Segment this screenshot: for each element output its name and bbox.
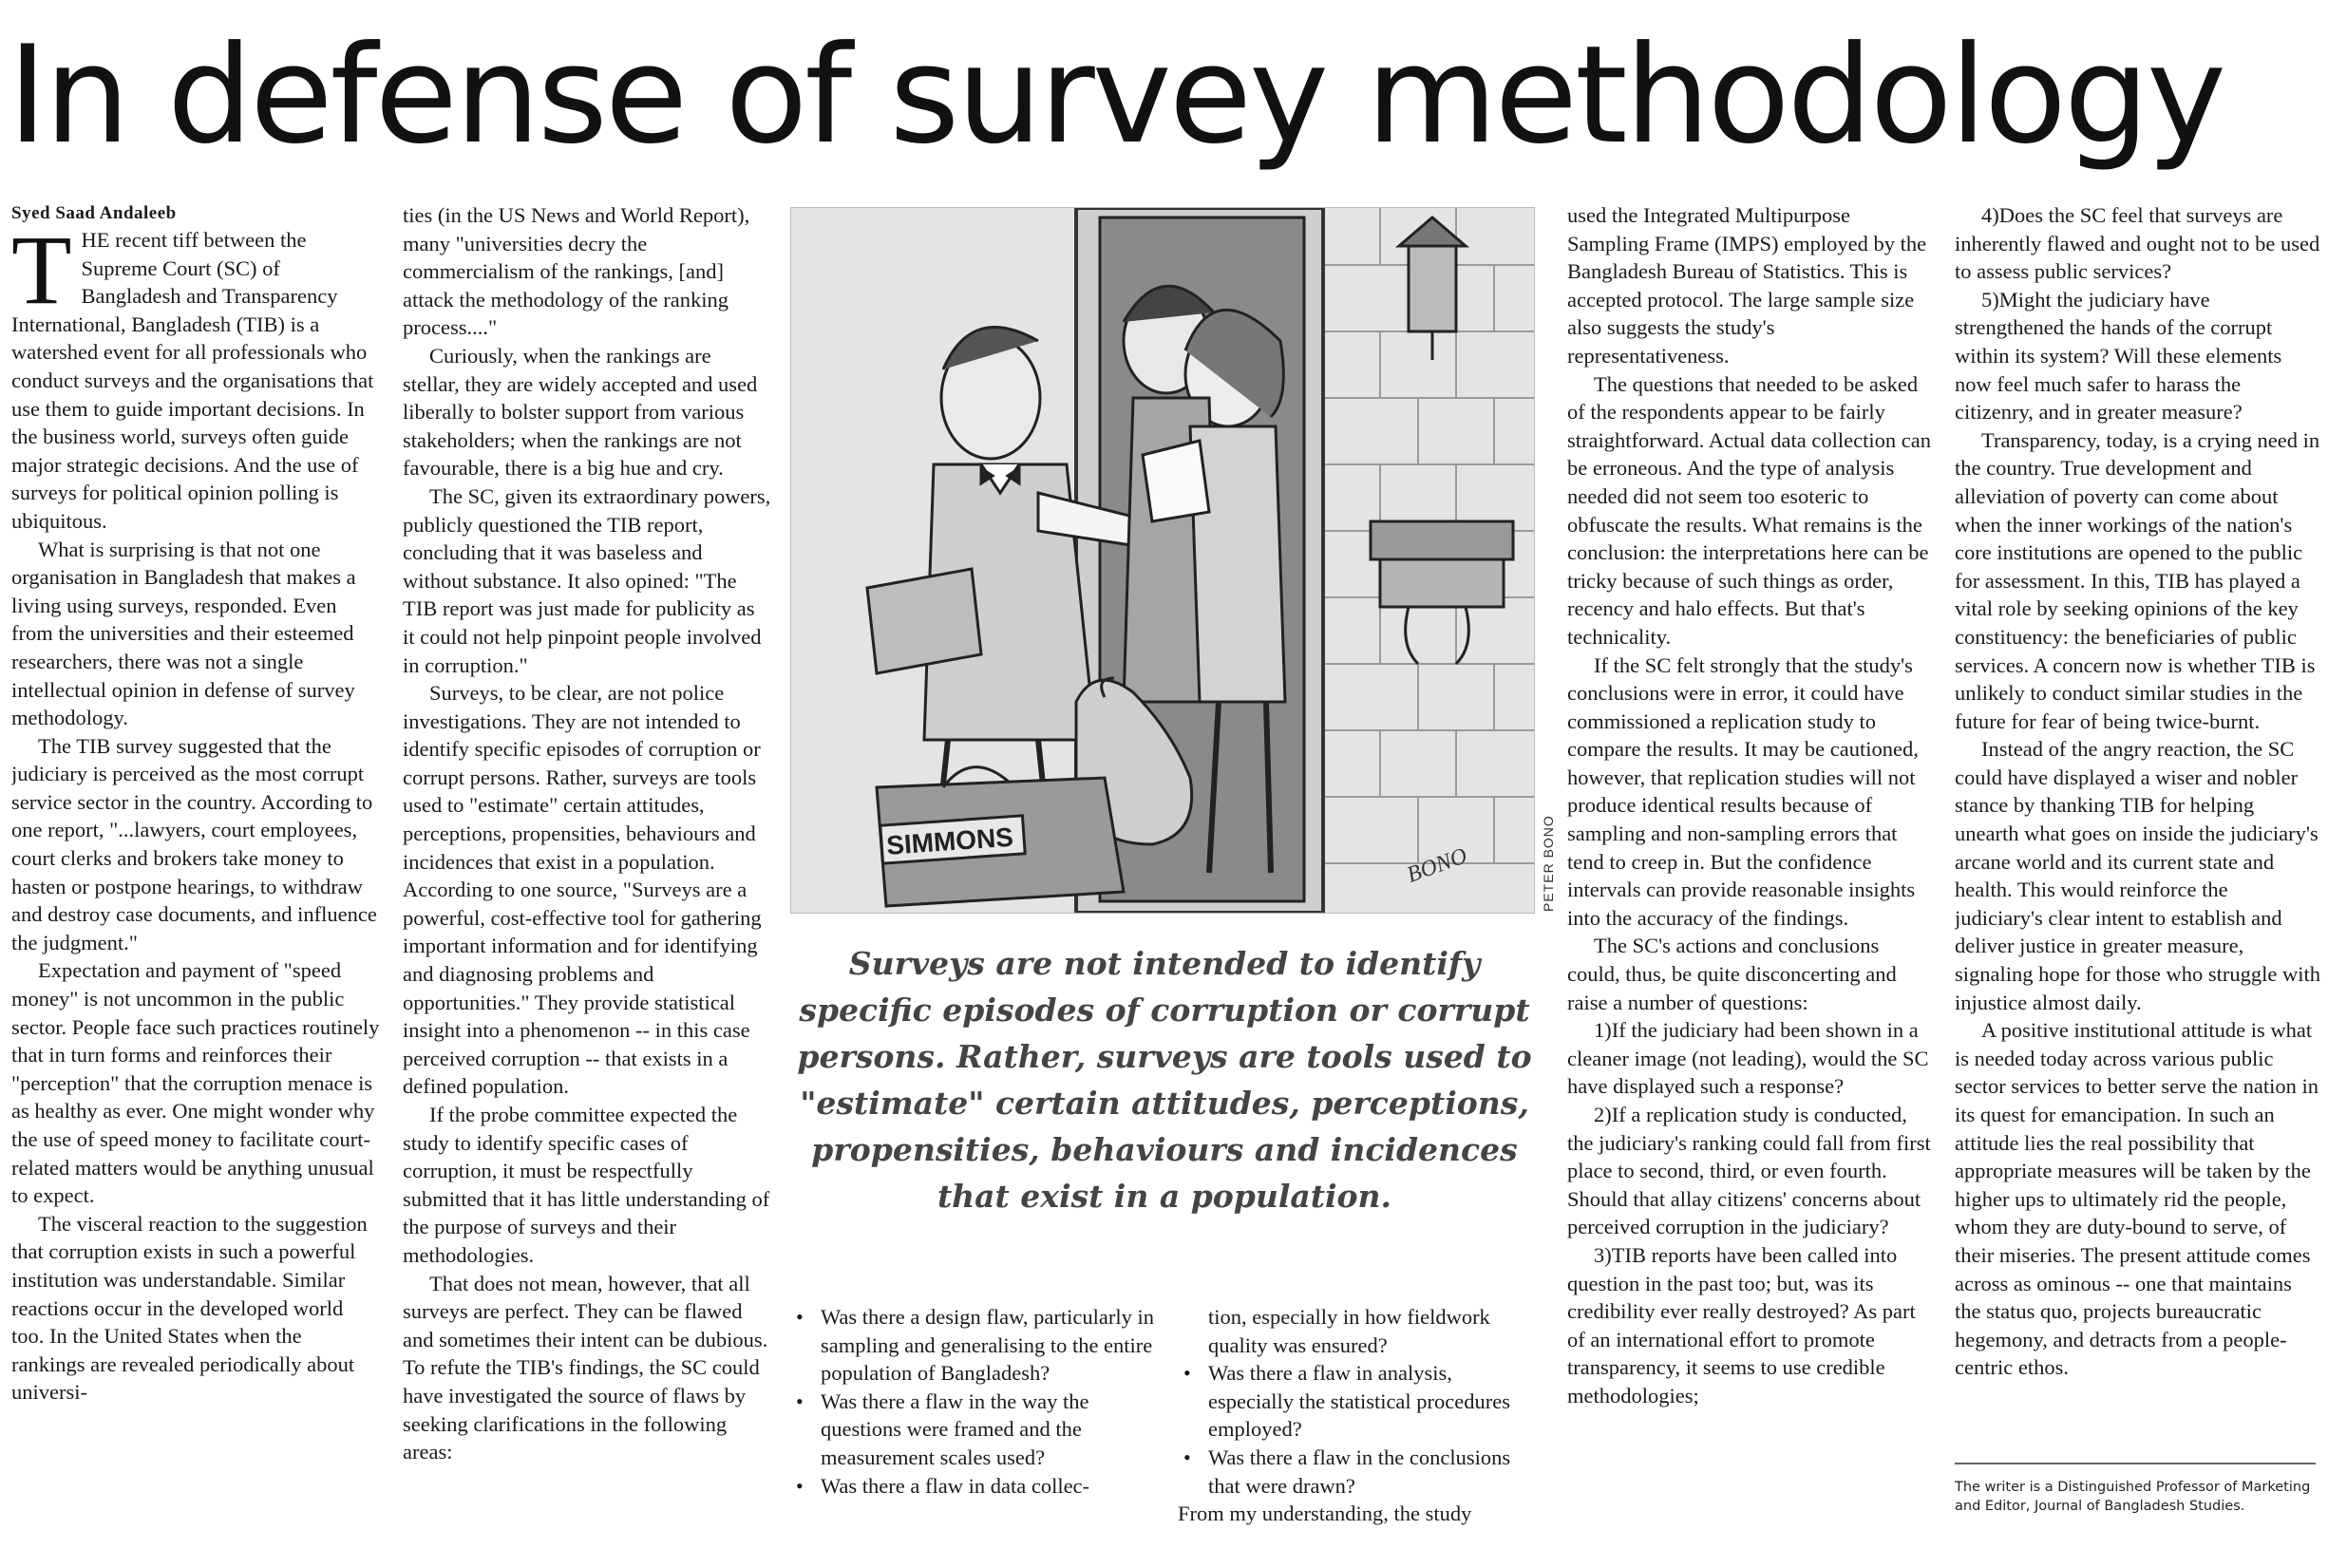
column-4 <box>1567 201 1934 1559</box>
column-2 <box>403 201 771 1559</box>
paragraph: That does not mean, however, that all surveys are perfect. They can be flawed and sometimes their intent can be dubious. To refute the TIB's findings, the SC could have investigated the source of flaws by seeking clarifications in the following areas: <box>403 1271 768 1464</box>
headline: In defense of survey methodology <box>8 17 2224 174</box>
paragraph: Curiously, when the rankings are stellar, they are widely accepted and used liberally to bolster support from various stakeholders; when the rankings are not favourable, there is a big hue and cry. <box>403 343 758 481</box>
paragraph: If the SC felt strongly that the study's conclusions were in error, it could have commissioned a replication study to compare the results. It may be cautioned, however, that replication studies will not produce identical results because of sampling and non-sampling errors that tend to creep in. But the confidence intervals can provide reasonable insights into the accuracy of the findings. <box>1567 652 1919 930</box>
paragraph: 4)Does the SC feel that surveys are inherently flawed and ought not to be used to assess public services? <box>1955 203 2320 284</box>
drop-cap: T <box>11 216 72 325</box>
paragraph: Expectation and payment of "speed money" is not uncommon in the public sector. People face such practices routinely that in turn forms and reinforces their "perception" that the corruption menace is as healthy as ever. One might wonder why the use of speed money to facilitate court-related matters would be anything unusual to expect. <box>11 958 380 1208</box>
paragraph: Surveys, to be clear, are not police investigations. They are not intended to identify specific episodes of corruption or corrupt persons. Rather, surveys are tools used to "estimate" certain attitudes, perceptions, propensities, behaviours and incidences that exist in a population. According to one source, "Surveys are a powerful, cost-effective tool for gathering important information and for identifying and diagnosing problems and opportunities." They provide statistical insight into a phenomenon -- in this case perceived corruption -- that exists in a defined population. <box>403 681 762 1099</box>
illustration-credit: PETER BONO <box>1541 815 1556 912</box>
paragraph: ties (in the US News and World Report), many "universities decry the commercialism of the rankings, [and] attack the methodology of the ranking process...." <box>403 203 750 340</box>
briefcase-label: SIMMONS <box>885 822 1014 860</box>
list-item: • Was there a flaw in data collec- <box>790 1472 1161 1501</box>
author-note: The writer is a Distinguished Professor of Marketing and Editor, Journal of Bangladesh Studies. <box>1955 1463 2316 1554</box>
paragraph: From my understanding, the study <box>1178 1502 1472 1526</box>
list-item: • Was there a flaw in the conclusions that were drawn? <box>1178 1444 1539 1500</box>
paragraph: The TIB survey suggested that the judiciary is perceived as the most corrupt service sector in the country. According to one report, "...lawyers, court employees, court clerks and brokers take money to hasten or postpone hearings, to withdraw and destroy case documents, and influence the judgment." <box>11 733 377 954</box>
bullet-list-right <box>1178 1303 1539 1559</box>
cartoon-drawing <box>791 208 1534 913</box>
paragraph: What is surprising is that not one organisation in Bangladesh that makes a living using surveys, responded. Even from the universities and their esteemed researchers, there was not a single intellectual opinion in defense of survey methodology. <box>11 537 356 730</box>
column-1 <box>11 201 380 1559</box>
paragraph: The questions that needed to be asked of the respondents appear to be fairly straightforward. Actual data collection can be erroneous. And the type of analysis needed did not seem too esoteric to obfuscate the results. What remains is the conclusion: the interpretations here can be tricky because of such things as order, recency and halo effects. But that's technicality. <box>1567 371 1931 649</box>
paragraph: If the probe committee expected the study to identify specific cases of corruption, it must be respectfully submitted that it has little understanding of the purpose of surveys and their methodologies. <box>403 1103 770 1267</box>
paragraph: 1)If the judiciary had been shown in a cleaner image (not leading), would the SC have displayed such a response? <box>1567 1018 1929 1099</box>
list-item: • Was there a design flaw, particularly in sampling and generalising to the entire population of Bangladesh? <box>790 1303 1161 1388</box>
paragraph: A positive institutional attitude is what is needed today across various public sector services to better serve the nation in its quest for emancipation. In such an attitude lies the real possibility that appropriate measures will be taken by the higher ups to ultimately rid the people, whom they are duty-bound to serve, of their miseries. The present attitude comes across as ominous -- one that maintains the status quo, projects bureaucratic hegemony, and detracts from a people-centric ethos. <box>1955 1018 2319 1380</box>
paragraph <box>11 216 380 536</box>
paragraph-text: HE recent tiff between the Supreme Court (SC) of Bangladesh and Transparency International, Bangladesh (TIB) is a watershed event for all professionals who conduct surveys and the organisations that use them to guide important decisions. In the business world, surveys often guide major strategic decisions. And the use of surveys for political opinion polling is ubiquitous. <box>11 228 374 533</box>
paragraph: Instead of the angry reaction, the SC could have displayed a wiser and nobler stance by thanking TIB for helping unearth what goes on inside the judiciary's arcane world and its current state and health. This would reinforce the judiciary's clear intent to establish and deliver justice in greater measure, signaling hope for those who struggle with injustice almost daily. <box>1955 737 2320 1014</box>
paragraph: The visceral reaction to the suggestion that corruption exists in such a powerful institution was understandable. Similar reactions occur in the developed world too. In the United States when the rankings are revealed periodically about universi- <box>11 1211 368 1405</box>
paragraph: 5)Might the judiciary have strengthened the hands of the corrupt within its system? Will these elements now feel much safer to harass the citizenry, and in greater measure? <box>1955 287 2282 425</box>
paragraph: 3)TIB reports have been called into question in the past too; but, was its credibility ever really destroyed? As part of an international effort to promote transparency, it seems to use credible methodologies; <box>1567 1242 1916 1407</box>
pull-quote: Surveys are not intended to identify specific episodes of corruption or corrupt persons. Rather, surveys are tools used to "estimate" certain attitudes, perceptions, propensities, behaviours and incidences that exist in a population. <box>797 945 1532 1215</box>
list-item: • Was there a flaw in the way the questions were framed and the measurement scales used? <box>790 1388 1161 1472</box>
paragraph: used the Integrated Multipurpose Sampling Frame (IMPS) employed by the Bangladesh Bureau of Statistics. This is accepted protocol. The large sample size also suggests the study's representativeness. <box>1567 203 1927 368</box>
paragraph: 2)If a replication study is conducted, the judiciary's ranking could fall from first place to second, third, or even fourth. Should that allay citizens' concerns about perceived corruption in the judiciary? <box>1567 1103 1931 1239</box>
column-5 <box>1955 201 2321 1455</box>
paragraph: Transparency, today, is a crying need in the country. True development and alleviation of poverty can come about when the inner workings of the nation's core institutions are opened to the public for assessment. In this, TIB has played a vital role by seeking opinions of the key constituency: the beneficiaries of public services. A concern now is whether TIB is unlikely to conduct similar studies in the future for fear of being twice-burnt. <box>1955 427 2320 733</box>
byline: Syed Saad Andaleeb <box>11 203 177 223</box>
bullet-list-left <box>790 1303 1161 1559</box>
list-item-continued: tion, especially in how fieldwork quality was ensured? <box>1208 1305 1490 1357</box>
artist-signature: BONO <box>1403 843 1471 888</box>
cartoon-illustration <box>790 207 1535 914</box>
paragraph: The SC, given its extraordinary powers, publicly questioned the TIB report, concluding that it was baseless and without substance. It also opined: "The TIB report was just made for publicity as it could not help pinpoint people involved in corruption." <box>403 483 771 677</box>
paragraph: The SC's actions and conclusions could, thus, be quite disconcerting and raise a number of questions: <box>1567 934 1897 1014</box>
list-item: • Was there a flaw in analysis, especially the statistical procedures employed? <box>1178 1359 1539 1444</box>
